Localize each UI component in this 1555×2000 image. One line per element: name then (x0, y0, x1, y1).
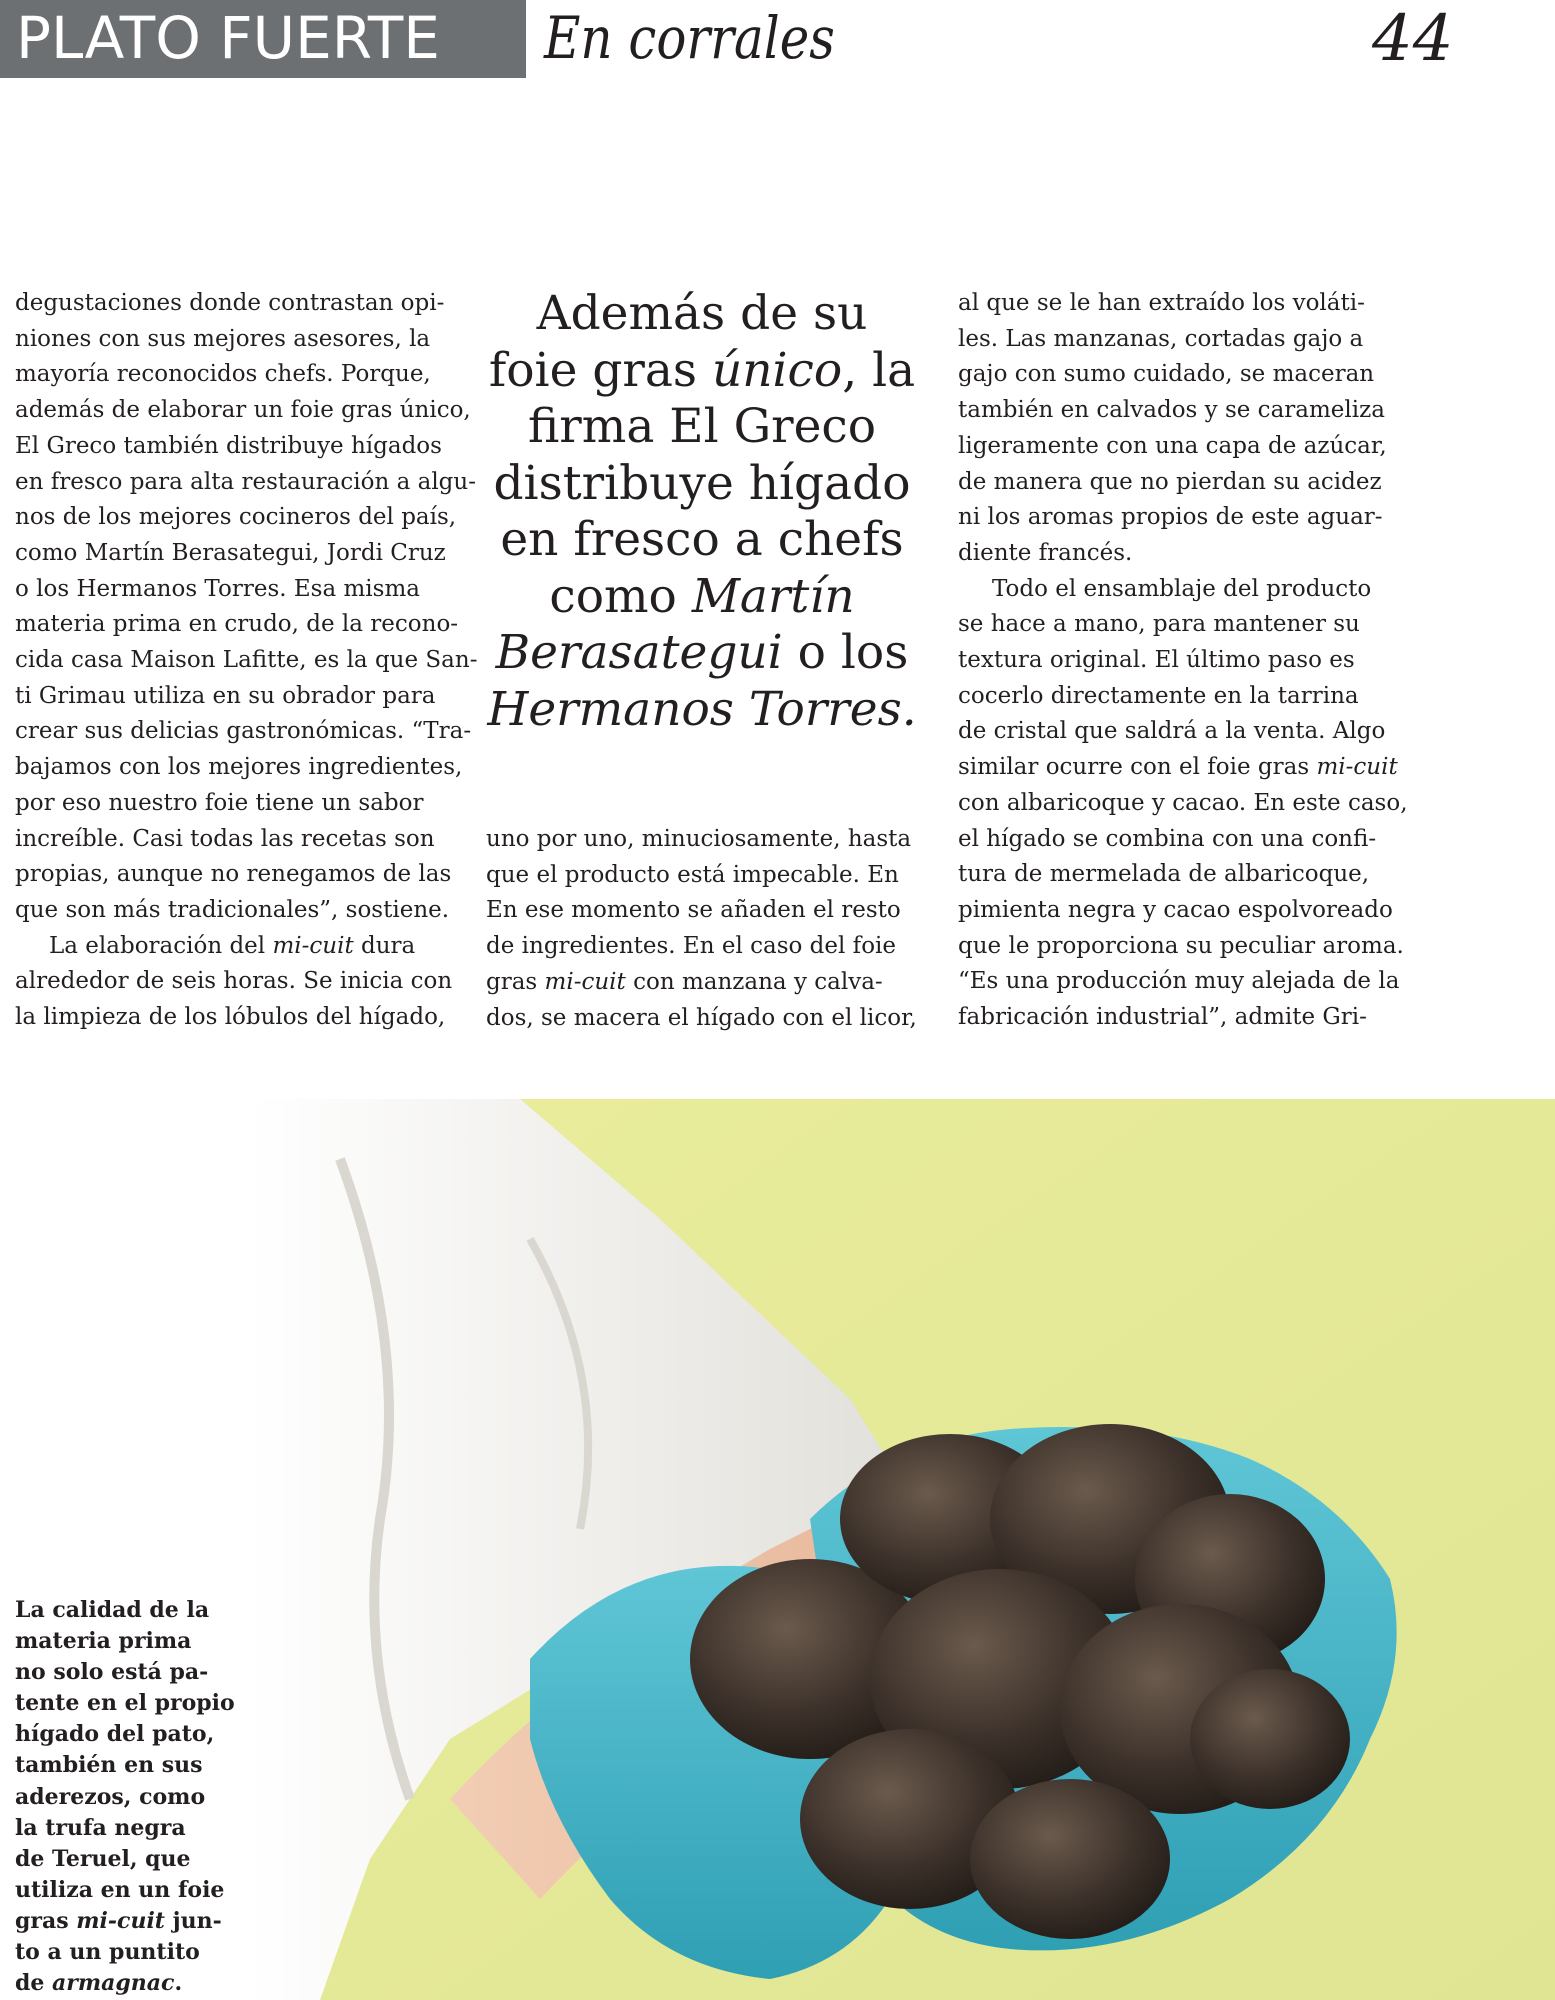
text-line: “Es una producción muy alejada de la (958, 968, 1400, 995)
text-line: que el producto está impecable. En (486, 861, 899, 888)
text-line: materia prima en crudo, de la recono- (15, 611, 459, 638)
pull-quote (475, 286, 929, 738)
text-line: el hígado se combina con una confi- (958, 825, 1377, 852)
quote-line (475, 682, 929, 739)
paragraph (15, 929, 455, 1036)
caption-line: no solo está pa- (15, 1659, 209, 1686)
paragraph (958, 286, 1398, 572)
text-line: de ingredientes. En el caso del foie (486, 933, 897, 960)
photo-caption (15, 1595, 235, 1999)
text-run: La elaboración del (49, 932, 273, 959)
text-run: con manzana y calva- (625, 968, 883, 995)
text-line: propias, aunque no renegamos de las (15, 861, 452, 888)
paragraph (15, 286, 478, 929)
text-line: gajo con sumo cuidado, se maceran (958, 361, 1375, 388)
caption-line: utiliza en un foie (15, 1876, 225, 1903)
text-line: ti Grimau utiliza en su obrador para (15, 682, 436, 709)
text-line: que le proporciona su peculiar aroma. (958, 932, 1404, 959)
paragraph (958, 572, 1408, 1036)
photo-truffles-in-gloved-hands (250, 1099, 1555, 2000)
quote-line: distribuye hígado (493, 455, 911, 511)
italic-term: mi-cuit (272, 932, 354, 959)
text-run: o los (782, 625, 909, 680)
text-line: dos, se macera el hígado con el licor, (486, 1004, 917, 1031)
caption-line (15, 1906, 235, 1937)
text-line: de cristal que saldrá a la venta. Algo (958, 718, 1386, 745)
text-line: tura de mermelada de albaricoque, (958, 861, 1370, 888)
text-line (486, 965, 926, 1001)
photo-illustration (250, 1099, 1555, 2000)
text-run: como (549, 568, 692, 624)
text-line: increíble. Casi todas las recetas son (15, 825, 435, 852)
section-label: PLATO FUERTE (16, 4, 440, 72)
article-column-1 (15, 286, 478, 1036)
text-line: cocerlo directamente en la tarrina (958, 682, 1359, 709)
text-line: alrededor de seis horas. Se inicia con (15, 968, 453, 995)
caption-line: materia prima (15, 1628, 192, 1655)
text-line: la limpieza de los lóbulos del hígado, (15, 1004, 446, 1031)
text-line: como Martín Berasategui, Jordi Cruz (15, 539, 446, 566)
text-line: de manera que no pierdan su acidez (958, 468, 1382, 495)
italic-term: mi-cuit (76, 1907, 165, 1934)
quote-line (475, 625, 929, 682)
text-line: o los Hermanos Torres. Esa misma (15, 575, 420, 602)
text-line: cida casa Maison Lafitte, es la que San- (15, 647, 478, 674)
text-line: diente francés. (958, 539, 1133, 566)
text-line: ni los aromas propios de este aguar- (958, 504, 1383, 531)
text-line: al que se le han extraído los voláti- (958, 290, 1365, 316)
text-line: con albaricoque y cacao. En este caso, (958, 789, 1408, 816)
text-line: por eso nuestro foie tiene un sabor (15, 789, 424, 816)
text-run: foie gras (488, 342, 712, 398)
caption-line: la trufa negra (15, 1814, 186, 1841)
text-line: textura original. El último paso es (958, 647, 1355, 674)
text-run: . (174, 1970, 183, 1997)
text-line: además de elaborar un foie gras único, (15, 397, 471, 424)
page-number: 44 (1372, 2, 1454, 76)
text-run: gras (15, 1907, 77, 1934)
quote-line (475, 343, 929, 400)
text-line: fabricación industrial”, admite Gri- (958, 1004, 1367, 1031)
text-line: El Greco también distribuye hígados (15, 432, 442, 459)
text-line: que son más tradicionales”, sostiene. (15, 896, 450, 923)
caption-line: La calidad de la (15, 1597, 210, 1623)
italic-term: mi-cuit (544, 968, 626, 995)
italic-term: Berasategui (495, 625, 783, 680)
caption-line: aderezos, como (15, 1783, 206, 1810)
text-line: también en calvados y se carameliza (958, 397, 1385, 424)
text-line: pimienta negra y cacao espolvoreado (958, 896, 1393, 923)
text-line: en fresco para alta restauración a algu- (15, 468, 476, 495)
italic-term: armagnac (52, 1970, 175, 1997)
text-line: les. Las manzanas, cortadas gajo a (958, 325, 1364, 352)
text-line: ligeramente con una capa de azúcar, (958, 432, 1387, 459)
quote-line: firma El Greco (527, 399, 877, 454)
text-line: se hace a mano, para mantener su (958, 611, 1360, 638)
italic-term: Hermanos Torres. (487, 681, 917, 737)
text-line (958, 750, 1398, 786)
caption-line: to a un puntito (15, 1939, 200, 1966)
caption-line: tente en el propio (15, 1690, 235, 1717)
text-line: bajamos con los mejores ingredientes, (15, 754, 463, 781)
caption-line: también en sus (15, 1752, 203, 1779)
text-line: uno por uno, minuciosamente, hasta (486, 826, 912, 852)
subsection-title: En corrales (544, 4, 835, 72)
italic-term: Martín (691, 568, 855, 624)
text-run: de (15, 1970, 53, 1997)
text-line: degustaciones donde contrastan opi- (15, 290, 445, 316)
caption-line (15, 1968, 235, 1999)
text-run: , la (842, 342, 916, 398)
caption-line: hígado del pato, (15, 1721, 215, 1748)
text-line: mayoría reconocidos chefs. Porque, (15, 361, 431, 388)
text-line: niones con sus mejores asesores, la (15, 325, 431, 352)
text-line: crear sus delicias gastronómicas. “Tra- (15, 718, 472, 745)
italic-term: único (711, 342, 843, 398)
quote-line: Además de su (536, 286, 868, 341)
section-label-box (0, 0, 526, 78)
italic-term: mi-cuit (1316, 754, 1398, 781)
text-run: similar ocurre con el foie gras (958, 754, 1317, 781)
quote-line: en fresco a chefs (500, 512, 904, 567)
text-run: dura (353, 932, 416, 959)
article-column-3 (958, 286, 1408, 1036)
caption-line: de Teruel, que (15, 1845, 191, 1872)
article-column-2 (486, 822, 926, 1036)
text-line: nos de los mejores cocineros del país, (15, 504, 457, 531)
text-line (15, 929, 455, 965)
text-run: jun- (164, 1907, 222, 1934)
text-line: En ese momento se añaden el resto (486, 897, 901, 924)
text-line: Todo el ensamblaje del producto (992, 575, 1372, 602)
text-run: gras (486, 968, 545, 995)
quote-line (475, 569, 929, 626)
